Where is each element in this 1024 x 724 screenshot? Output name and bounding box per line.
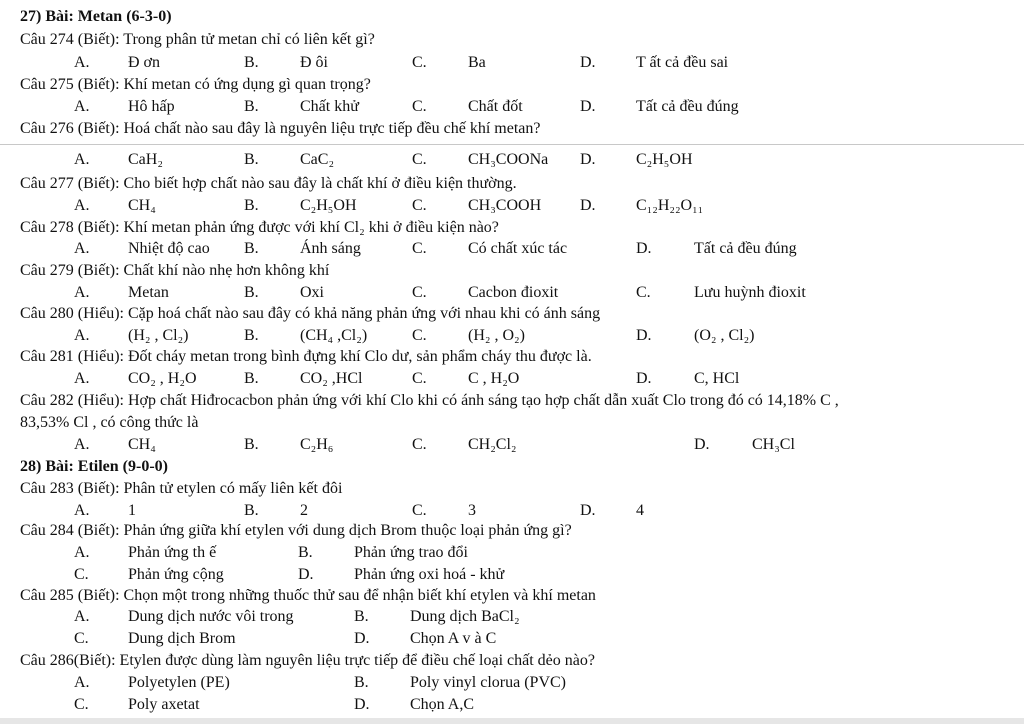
option-letter: C. [412, 436, 427, 453]
option-text: C, HCl [694, 370, 740, 387]
option-letter: C. [412, 98, 427, 115]
question-stem [0, 585, 1024, 607]
option-letter: D. [580, 502, 596, 519]
question-text: Câu 274 (Biết): Trong phân tử metan chỉ có liên kết gì? [20, 31, 375, 48]
answer-row [0, 282, 1024, 304]
option-letter: B. [244, 284, 259, 301]
option-text: 3 [468, 502, 476, 519]
question-stem [0, 29, 1024, 51]
option-text: Phản ứng trao đổi [354, 544, 468, 561]
option-text: C₂H₆ [300, 436, 334, 453]
option-text: CO₂ , H₂O [128, 370, 197, 387]
answer-row [0, 672, 1024, 694]
option-text: Dung dịch Brom [128, 630, 236, 647]
section-title: 28) Bài: Etilen (9-0-0) [20, 458, 168, 475]
answer-row [0, 368, 1024, 390]
option-letter: D. [636, 370, 652, 387]
option-letter: A. [74, 502, 90, 519]
question-stem [0, 74, 1024, 96]
option-letter: D. [580, 151, 596, 168]
option-letter: B. [244, 502, 259, 519]
option-letter: B. [244, 327, 259, 344]
option-text: CH₄ [128, 197, 156, 214]
answer-row [0, 628, 1024, 650]
option-letter: B. [244, 98, 259, 115]
option-text: Ánh sáng [300, 240, 361, 257]
option-text: Chọn A,C [410, 696, 475, 713]
question-text: Câu 276 (Biết): Hoá chất nào sau đây là nguyên liệu trực tiếp đều chế khí metan? [20, 120, 541, 137]
option-letter: C. [412, 502, 427, 519]
option-text: Phản ứng th ế [128, 544, 217, 561]
option-letter: D. [298, 566, 314, 583]
question-text: Câu 280 (Hiểu): Cặp hoá chất nào sau đây có khả năng phản ứng với nhau khi có ánh sáng [20, 305, 601, 322]
question-stem [0, 173, 1024, 195]
option-letter: A. [74, 327, 90, 344]
option-text: 4 [636, 502, 644, 519]
option-letter: B. [244, 54, 259, 71]
question-text: Câu 277 (Biết): Cho biết hợp chất nào sau đây là chất khí ở điều kiện thường. [20, 175, 517, 192]
answer-row [0, 96, 1024, 118]
option-letter: B. [354, 674, 369, 691]
option-text: CH₄ [128, 436, 156, 453]
option-letter: C. [412, 370, 427, 387]
option-text: Oxi [300, 284, 324, 301]
divider [0, 144, 1024, 145]
option-letter: D. [636, 240, 652, 257]
question-stem [0, 303, 1024, 325]
option-letter: D. [694, 436, 710, 453]
question-text: Câu 279 (Biết): Chất khí nào nhẹ hơn không khí [20, 262, 330, 279]
question-text: Câu 275 (Biết): Khí metan có ứng dụng gì quan trọng? [20, 76, 371, 93]
option-text: Tất cả đều đúng [694, 240, 797, 257]
option-letter: A. [74, 98, 90, 115]
question-text: Câu 283 (Biết): Phân tử etylen có mấy liên kết đôi [20, 480, 343, 497]
option-letter: A. [74, 436, 90, 453]
option-letter: D. [354, 630, 370, 647]
answer-row [0, 542, 1024, 564]
option-letter: D. [580, 197, 596, 214]
option-text: Tất cả đều đúng [636, 98, 739, 115]
option-letter: A. [74, 544, 90, 561]
option-text: Nhiệt độ cao [128, 240, 210, 257]
question-stem-continued [0, 412, 1024, 434]
option-text: Đ ôi [300, 54, 328, 71]
option-text: Poly axetat [128, 696, 200, 713]
option-letter: C. [74, 566, 89, 583]
option-letter: A. [74, 284, 90, 301]
answer-row [0, 694, 1024, 716]
answer-row [0, 52, 1024, 74]
option-letter: D. [580, 54, 596, 71]
option-letter: C. [412, 284, 427, 301]
option-text: CO₂ ,HCl [300, 370, 363, 387]
option-text: (CH₄ ,Cl₂) [300, 327, 368, 344]
answer-row [0, 500, 1024, 522]
option-text: Hô hấp [128, 98, 175, 115]
answer-row [0, 195, 1024, 217]
option-letter: B. [244, 436, 259, 453]
answer-row [0, 149, 1024, 171]
option-letter: A. [74, 54, 90, 71]
option-text: T ất cả đều sai [636, 54, 729, 71]
option-text: Dung dịch nước vôi trong [128, 608, 294, 625]
option-text: CH₃COOH [468, 197, 542, 214]
question-text: Câu 281 (Hiểu): Đốt cháy metan trong bình đựng khí Clo dư, sản phẩm cháy thu được là. [20, 348, 592, 365]
question-text: 83,53% Cl , có công thức là [20, 414, 199, 431]
option-letter: C. [412, 240, 427, 257]
option-text: Polyetylen (PE) [128, 674, 230, 691]
answer-row [0, 606, 1024, 628]
question-text: Câu 282 (Hiểu): Hợp chất Hiđrocacbon phản ứng với khí Clo khi có ánh sáng tạo hợp chất dẫn xuất Clo trong đó có 14,18% C , [20, 392, 839, 409]
option-letter: A. [74, 674, 90, 691]
option-text: CaC₂ [300, 151, 335, 168]
option-text: Cacbon đioxit [468, 284, 559, 301]
option-letter: C. [412, 151, 427, 168]
option-letter: D. [354, 696, 370, 713]
option-text: CaH₂ [128, 151, 163, 168]
option-text: Chọn A v à C [410, 630, 497, 647]
question-text: Câu 278 (Biết): Khí metan phản ứng được với khí Cl₂ khi ở điều kiện nào? [20, 219, 499, 236]
option-letter: B. [298, 544, 313, 561]
option-letter: C. [636, 284, 651, 301]
answer-row [0, 564, 1024, 586]
option-text: CH₂Cl₂ [468, 436, 517, 453]
option-letter: B. [244, 240, 259, 257]
section-title: 27) Bài: Metan (6-3-0) [20, 8, 172, 25]
option-text: C₂H₅OH [636, 151, 693, 168]
question-stem [0, 346, 1024, 368]
question-text: Câu 285 (Biết): Chọn một trong những thuốc thử sau để nhận biết khí etylen và khí metan [20, 587, 596, 604]
option-text: Đ ơn [128, 54, 161, 71]
answer-row [0, 238, 1024, 260]
question-text: Câu 286(Biết): Etylen được dùng làm nguyên liệu trực tiếp để điều chế loại chất dẻo nào? [20, 652, 595, 669]
option-letter: A. [74, 370, 90, 387]
option-text: C₂H₅OH [300, 197, 357, 214]
option-letter: C. [74, 630, 89, 647]
option-text: Phản ứng oxi hoá - khử [354, 566, 505, 583]
option-letter: B. [244, 370, 259, 387]
question-text: Câu 284 (Biết): Phản ứng giữa khí etylen với dung dịch Brom thuộc loại phản ứng gì? [20, 522, 572, 539]
option-text: (O₂ , Cl₂) [694, 327, 755, 344]
option-letter: B. [244, 151, 259, 168]
option-letter: A. [74, 608, 90, 625]
answer-row [0, 325, 1024, 347]
question-stem [0, 118, 1024, 140]
option-text: Chất đốt [468, 98, 523, 115]
option-text: Có chất xúc tác [468, 240, 568, 257]
question-stem [0, 650, 1024, 672]
option-text: Dung dịch BaCl₂ [410, 608, 520, 625]
option-letter: A. [74, 151, 90, 168]
option-letter: B. [354, 608, 369, 625]
option-letter: C. [412, 54, 427, 71]
option-letter: C. [74, 696, 89, 713]
option-letter: C. [412, 197, 427, 214]
option-text: 1 [128, 502, 136, 519]
option-text: Chất khử [300, 98, 359, 115]
option-text: C₁₂H₂₂O₁₁ [636, 197, 704, 214]
question-stem [0, 520, 1024, 542]
page-bottom-edge [0, 718, 1024, 724]
question-stem [0, 217, 1024, 239]
option-text: Poly vinyl clorua (PVC) [410, 674, 566, 691]
option-text: (H₂ , Cl₂) [128, 327, 189, 344]
option-letter: D. [580, 98, 596, 115]
option-text: C , H₂O [468, 370, 520, 387]
option-text: CH₃COONa [468, 151, 549, 168]
answer-row [0, 434, 1024, 456]
question-stem [0, 478, 1024, 500]
option-letter: C. [412, 327, 427, 344]
option-text: Phản ứng cộng [128, 566, 224, 583]
section-header [0, 6, 1024, 28]
question-stem [0, 260, 1024, 282]
option-text: (H₂ , O₂) [468, 327, 525, 344]
question-stem [0, 390, 1024, 412]
option-text: Ba [468, 54, 486, 71]
option-letter: B. [244, 197, 259, 214]
option-letter: A. [74, 240, 90, 257]
option-text: Lưu huỳnh đioxit [694, 284, 806, 301]
option-letter: A. [74, 197, 90, 214]
option-text: CH₃Cl [752, 436, 795, 453]
section-header [0, 456, 1024, 478]
option-letter: D. [636, 327, 652, 344]
option-text: 2 [300, 502, 308, 519]
option-text: Metan [128, 284, 169, 301]
